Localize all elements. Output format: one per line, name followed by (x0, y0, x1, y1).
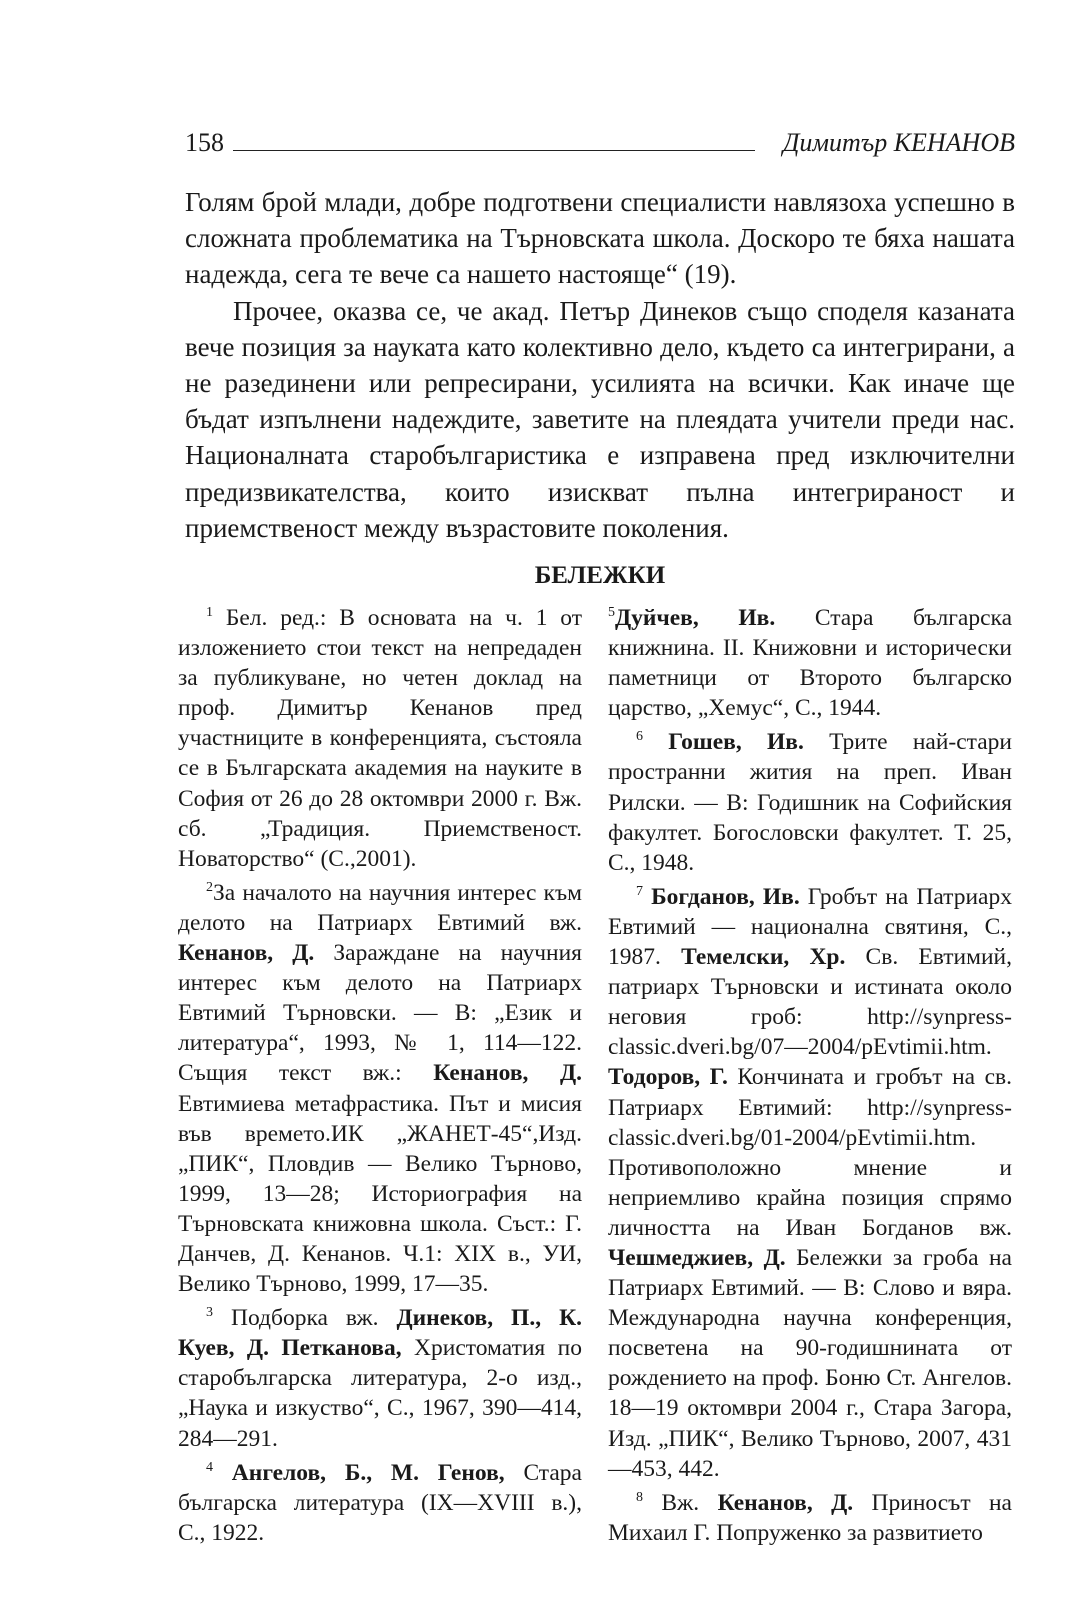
note-text: Подборка вж. (213, 1305, 397, 1332)
note-author: Богданов, Ив. (643, 883, 800, 910)
note-text: Бел. ред.: В основата на ч. 1 от изложението стои текст на непредаден за публикуване, но четен доклад на проф. Димитър Кенанов пред участниците в конференцията, състояла се в Българската академия на науките в София от 26 до 28 октомври 2000 г. Вж. сб. „Традиция. Приемственост. Новаторство“ (С.,2001). (178, 605, 582, 872)
note-author: Динеков, П., К. Куев, Д. Петканова, (178, 1305, 582, 1362)
note-2 (178, 878, 582, 1299)
note-text: Гробът на Патриарх Евтимий — национална святиня, С., 1987. (608, 883, 1012, 971)
note-8 (608, 1488, 1012, 1548)
note-text: Св. Евтимий, патриарх Търновски и истината около неговия гроб: http://synpress-classic.dveri.bg/07—2004/pEvtimii.htm. (608, 944, 1012, 1061)
note-text: Кончината и гробът на св. Патриарх Евтимий: http://synpress-classic.dveri.bg/01-2004/pEvtimii.htm. Противоположно мнение и неприемливо крайна позиция спрямо личността на Иван Богданов вж. (608, 1064, 1013, 1241)
note-author: Дуйчев, Ив. (615, 605, 776, 631)
note-author: Ангелов, Б., М. Генов, (213, 1459, 505, 1486)
body-paragraph-2: Прочее, оказва се, че акад. Петър Динеков също споделя казаната вече позиция за науката като колективно дело, където са интегрирани, а не разединени или репресирани, усилията на всички. Как иначе ще бъдат изпълнени надеждите, заветите на плеядата учители преди нас. Националната старобългаристика е изправена пред изключителни предизвикателства, които изискват пълна интегрираност и приемственост между възрастовите поколения. (185, 295, 1015, 543)
note-number: 8 (636, 1489, 643, 1505)
note-number: 6 (636, 729, 643, 745)
notes-column-left (178, 603, 582, 1552)
note-7 (608, 882, 1012, 1484)
note-number: 4 (206, 1459, 213, 1475)
note-text: За началото на научния интерес към делото на Патриарх Евтимий вж. (178, 879, 582, 936)
note-text: Евтимиева метафрастика. Път и мисия във времето.ИК „ЖАНЕТ-45“,Изд. „ПИК“, Пловдив — Велико Търново, 1999, 13—28; Историография на Търновската книжовна школа. Съст.: Г. Данчев, Д. Кенанов. Ч.1: XIX в., УИ, Велико Търново, 1999, 17—35. (178, 1090, 582, 1298)
note-text: Вж. (643, 1489, 718, 1516)
note-number: 3 (206, 1305, 213, 1321)
note-author: Кенанов, Д. (717, 1489, 854, 1516)
note-4 (178, 1458, 582, 1548)
note-author: Чешмеджиев, Д. (608, 1244, 786, 1271)
header-rule (233, 150, 755, 151)
note-author: Кенанов, Д. (178, 940, 315, 967)
note-text: Христоматия по старобългарска литература, 2-о изд., „Наука и изкуство“, С., 1967, 390—414, 284—291. (178, 1335, 582, 1452)
notes-heading: БЕЛЕЖКИ (534, 562, 666, 589)
running-head-author: Димитър КЕНАНОВ (782, 128, 1015, 157)
note-number: 2 (206, 879, 213, 895)
note-text: Зараждане на научния интерес към делото на Патриарх Евтимий Търновски. — В: „Език и литература“, 1993, № 1, 114—122. Същия текст вж.: (178, 940, 582, 1087)
note-text: Стара българска литература (IX—XVIII в.), С., 1922. (178, 1459, 582, 1546)
note-number: 7 (636, 883, 643, 899)
note-author: Темелски, Хр. (681, 944, 846, 971)
note-number: 5 (608, 605, 615, 620)
note-text: Трите най-стари пространни жития на преп. Иван Рилски. — В: Годишник на Софийския факултет. Богословски факултет. Т. 25, С., 1948. (608, 729, 1012, 876)
notes-column-right (608, 603, 1012, 1552)
note-number: 1 (206, 605, 213, 620)
note-text: Приносът на Михаил Г. Попруженко за развитието (608, 1489, 1012, 1546)
note-author: Гошев, Ив. (643, 729, 804, 756)
page-header (185, 128, 1015, 164)
note-text: Бележки за гроба на Патриарх Евтимий. — В: Слово и вяра. Международна научна конференция, посветена на 90-годишнината от рождението на проф. Боню Ст. Ангелов. 18—19 октомври 2004 г., Стара Загора, Изд. „ПИК“, Велико Търново, 2007, 431—453, 442. (608, 1244, 1012, 1482)
note-5 (608, 603, 1012, 723)
body-paragraph-1: Голям брой млади, добре подготвени специалисти навлязоха успешно в сложната проблематика на Търновската школа. Доскоро те бяха нашата надежда, сега те вече са нашето настояще“ (19). (185, 187, 1015, 290)
note-6 (608, 727, 1012, 877)
note-text: Стара българска книжнина. II. Книжовни и исторически паметници от Второто българско царство, „Хемус“, С., 1944. (608, 605, 1012, 722)
note-1 (178, 603, 582, 874)
page-number: 158 (185, 128, 224, 157)
main-text (185, 184, 1015, 546)
note-3 (178, 1303, 582, 1453)
note-author: Тодоров, Г. (608, 1064, 728, 1091)
note-author: Кенанов, Д. (433, 1060, 582, 1087)
